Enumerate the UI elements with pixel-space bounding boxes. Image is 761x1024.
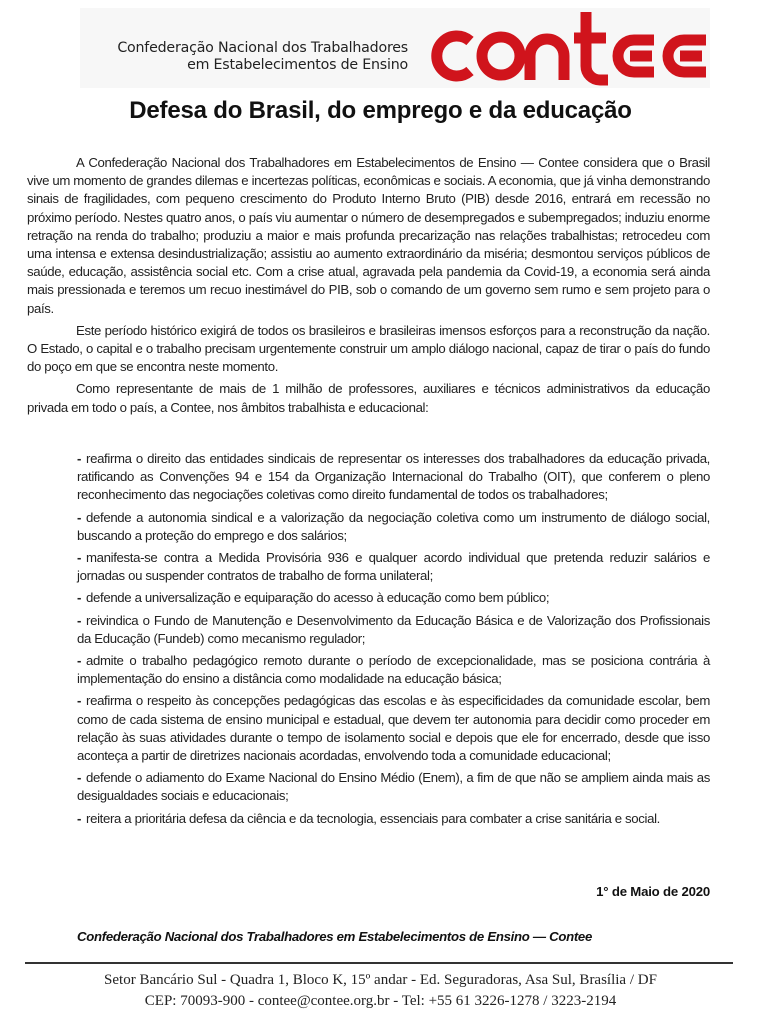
paragraph: Este período histórico exigirá de todos os brasileiros e brasileiras imensos esforços para a reconstrução da nação. O Estado, o capital e o trabalho precisam urgentemente construir um amplo diálogo nacional, capaz de tirar o país do fundo do poço em que se encontra neste momento.: [27, 322, 710, 375]
list-item-text: manifesta-se contra a Medida Provisória 936 e qualquer acordo individual que pretenda reduzir salários e jornadas ou suspender contratos de trabalho de forma unilateral;: [77, 550, 710, 584]
bullet-marker: -: [77, 653, 82, 669]
list-item: [77, 549, 710, 585]
list-item-text: defende a autonomia sindical e a valorização da negociação coletiva como um instrumento de diálogo social, buscando a proteção do emprego e dos salários;: [77, 509, 710, 543]
document-title: Defesa do Brasil, do emprego e da educação: [129, 97, 632, 124]
list-item-text: reafirma o direito das entidades sindicais de representar os interesses dos trabalhadores da educação privada, ratificando as Convenções 94 e 154 da Organização Internacional do Trabalho (OIT), que conferem o pleno reconhecimento das negociações coletivas como direito fundamental de todos os trabalhadores;: [77, 451, 710, 503]
list-item: [77, 509, 710, 545]
intro-paragraphs: [27, 154, 710, 421]
footer-address: Setor Bancário Sul - Quadra 1, Bloco K, 15º andar - Ed. Seguradoras, Asa Sul, Brasília / DF: [104, 972, 657, 988]
list-item-text: admite o trabalho pedagógico remoto durante o período de excepcionalidade, mas se posiciona contrária à implementação do ensino a distância como modalidade na educação básica;: [77, 653, 710, 687]
paragraph: Como representante de mais de 1 milhão de professores, auxiliares e técnicos administrativos da educação privada em todo o país, a Contee, nos âmbitos trabalhista e educacional:: [27, 381, 710, 415]
footer-contact: CEP: 70093-900 - contee@contee.org.br - Tel: +55 61 3226-1278 / 3223-2194: [144, 993, 617, 1009]
contee-logo: [418, 8, 708, 88]
list-item: [77, 652, 710, 688]
logo-letter-n: [530, 39, 564, 80]
list-item: [77, 810, 710, 828]
bullet-marker: -: [77, 770, 82, 786]
bullet-marker: -: [77, 693, 82, 709]
list-item: [77, 450, 710, 505]
list-item: [77, 612, 710, 648]
list-item-text: defende o adiamento do Exame Nacional do Ensino Médio (Enem), a fim de que não se ampliem ainda mais as desigualdades sociais e educacionais;: [77, 770, 710, 804]
letterhead: [80, 8, 710, 88]
footer: [0, 970, 761, 1012]
list-item: [77, 692, 710, 765]
bullet-marker: -: [77, 810, 82, 826]
list-item: [77, 769, 710, 805]
bullet-marker: -: [77, 612, 82, 628]
org-name-line-1: Confederação Nacional dos Trabalhadores: [117, 40, 408, 56]
bullet-marker: -: [77, 509, 82, 525]
document-date: 1° de Maio de 2020: [596, 884, 710, 899]
bullet-marker: -: [77, 550, 82, 566]
list-item-text: reitera a prioritária defesa da ciência e da tecnologia, essenciais para combater a crise sanitária e social.: [86, 810, 660, 826]
org-name-line-2: em Estabelecimentos de Ensino: [187, 57, 408, 73]
bullet-marker: -: [77, 590, 82, 606]
list-item-text: reivindica o Fundo de Manutenção e Desenvolvimento da Educação Básica e de Valorização dos Profissionais da Educação (Fundeb) como mecanismo regulador;: [77, 612, 710, 646]
footer-divider: [25, 962, 733, 964]
logo-letter-e2: [668, 40, 706, 72]
logo-letter-t: [574, 12, 608, 80]
org-name: [88, 40, 408, 74]
list-item-text: defende a universalização e equiparação do acesso à educação como bem público;: [86, 590, 550, 606]
paragraph: A Confederação Nacional dos Trabalhadores em Estabelecimentos de Ensino — Contee considera que o Brasil vive um momento de grandes dilemas e incertezas políticas, econômicas e sociais. A economia, que já vinha demonstrando sinais de fragilidades, com pequeno crescimento do Produto Interno Bruto (PIB) desde 2016, entrará em recessão no próximo período. Nestes quatro anos, o país viu aumentar o número de desempregados e subempregados; induziu enorme retração na renda do trabalho; produziu a maior e mais profunda precarização nas relações trabalhistas; retrocedeu com uma intensa e extensa desindustrialização; assistiu ao aumento extraordinário da miséria; desmontou serviços públicos de saúde, educação, assistência social etc. Com a crise atual, agravada pela pandemia da Covid-19, a economia será ainda mais pressionada e teremos um recuo inestimável do PIB, sob o comando de um governo sem rumo e sem projeto para o país.: [27, 155, 710, 316]
list-item: [77, 589, 710, 607]
bullet-list: [77, 450, 710, 832]
list-item-text: reafirma o respeito às concepções pedagógicas das escolas e às especificidades da comunidade escolar, bem como de cada sistema de ensino municipal e estadual, que devem ter autonomia para decidir como proceder em relação às suas atividades durante o tempo de isolamento social e depois que ele for encerrado, desde que isso aconteça a partir de diretrizes nacionais acordadas, envolvendo toda a comunidade educacional;: [77, 693, 710, 764]
logo-letter-c1: [437, 36, 470, 76]
bullet-marker: -: [77, 451, 82, 466]
logo-letter-e1: [618, 40, 654, 72]
signature: Confederação Nacional dos Trabalhadores em Estabelecimentos de Ensino — Contee: [77, 929, 592, 944]
logo-letter-o: [482, 37, 520, 75]
